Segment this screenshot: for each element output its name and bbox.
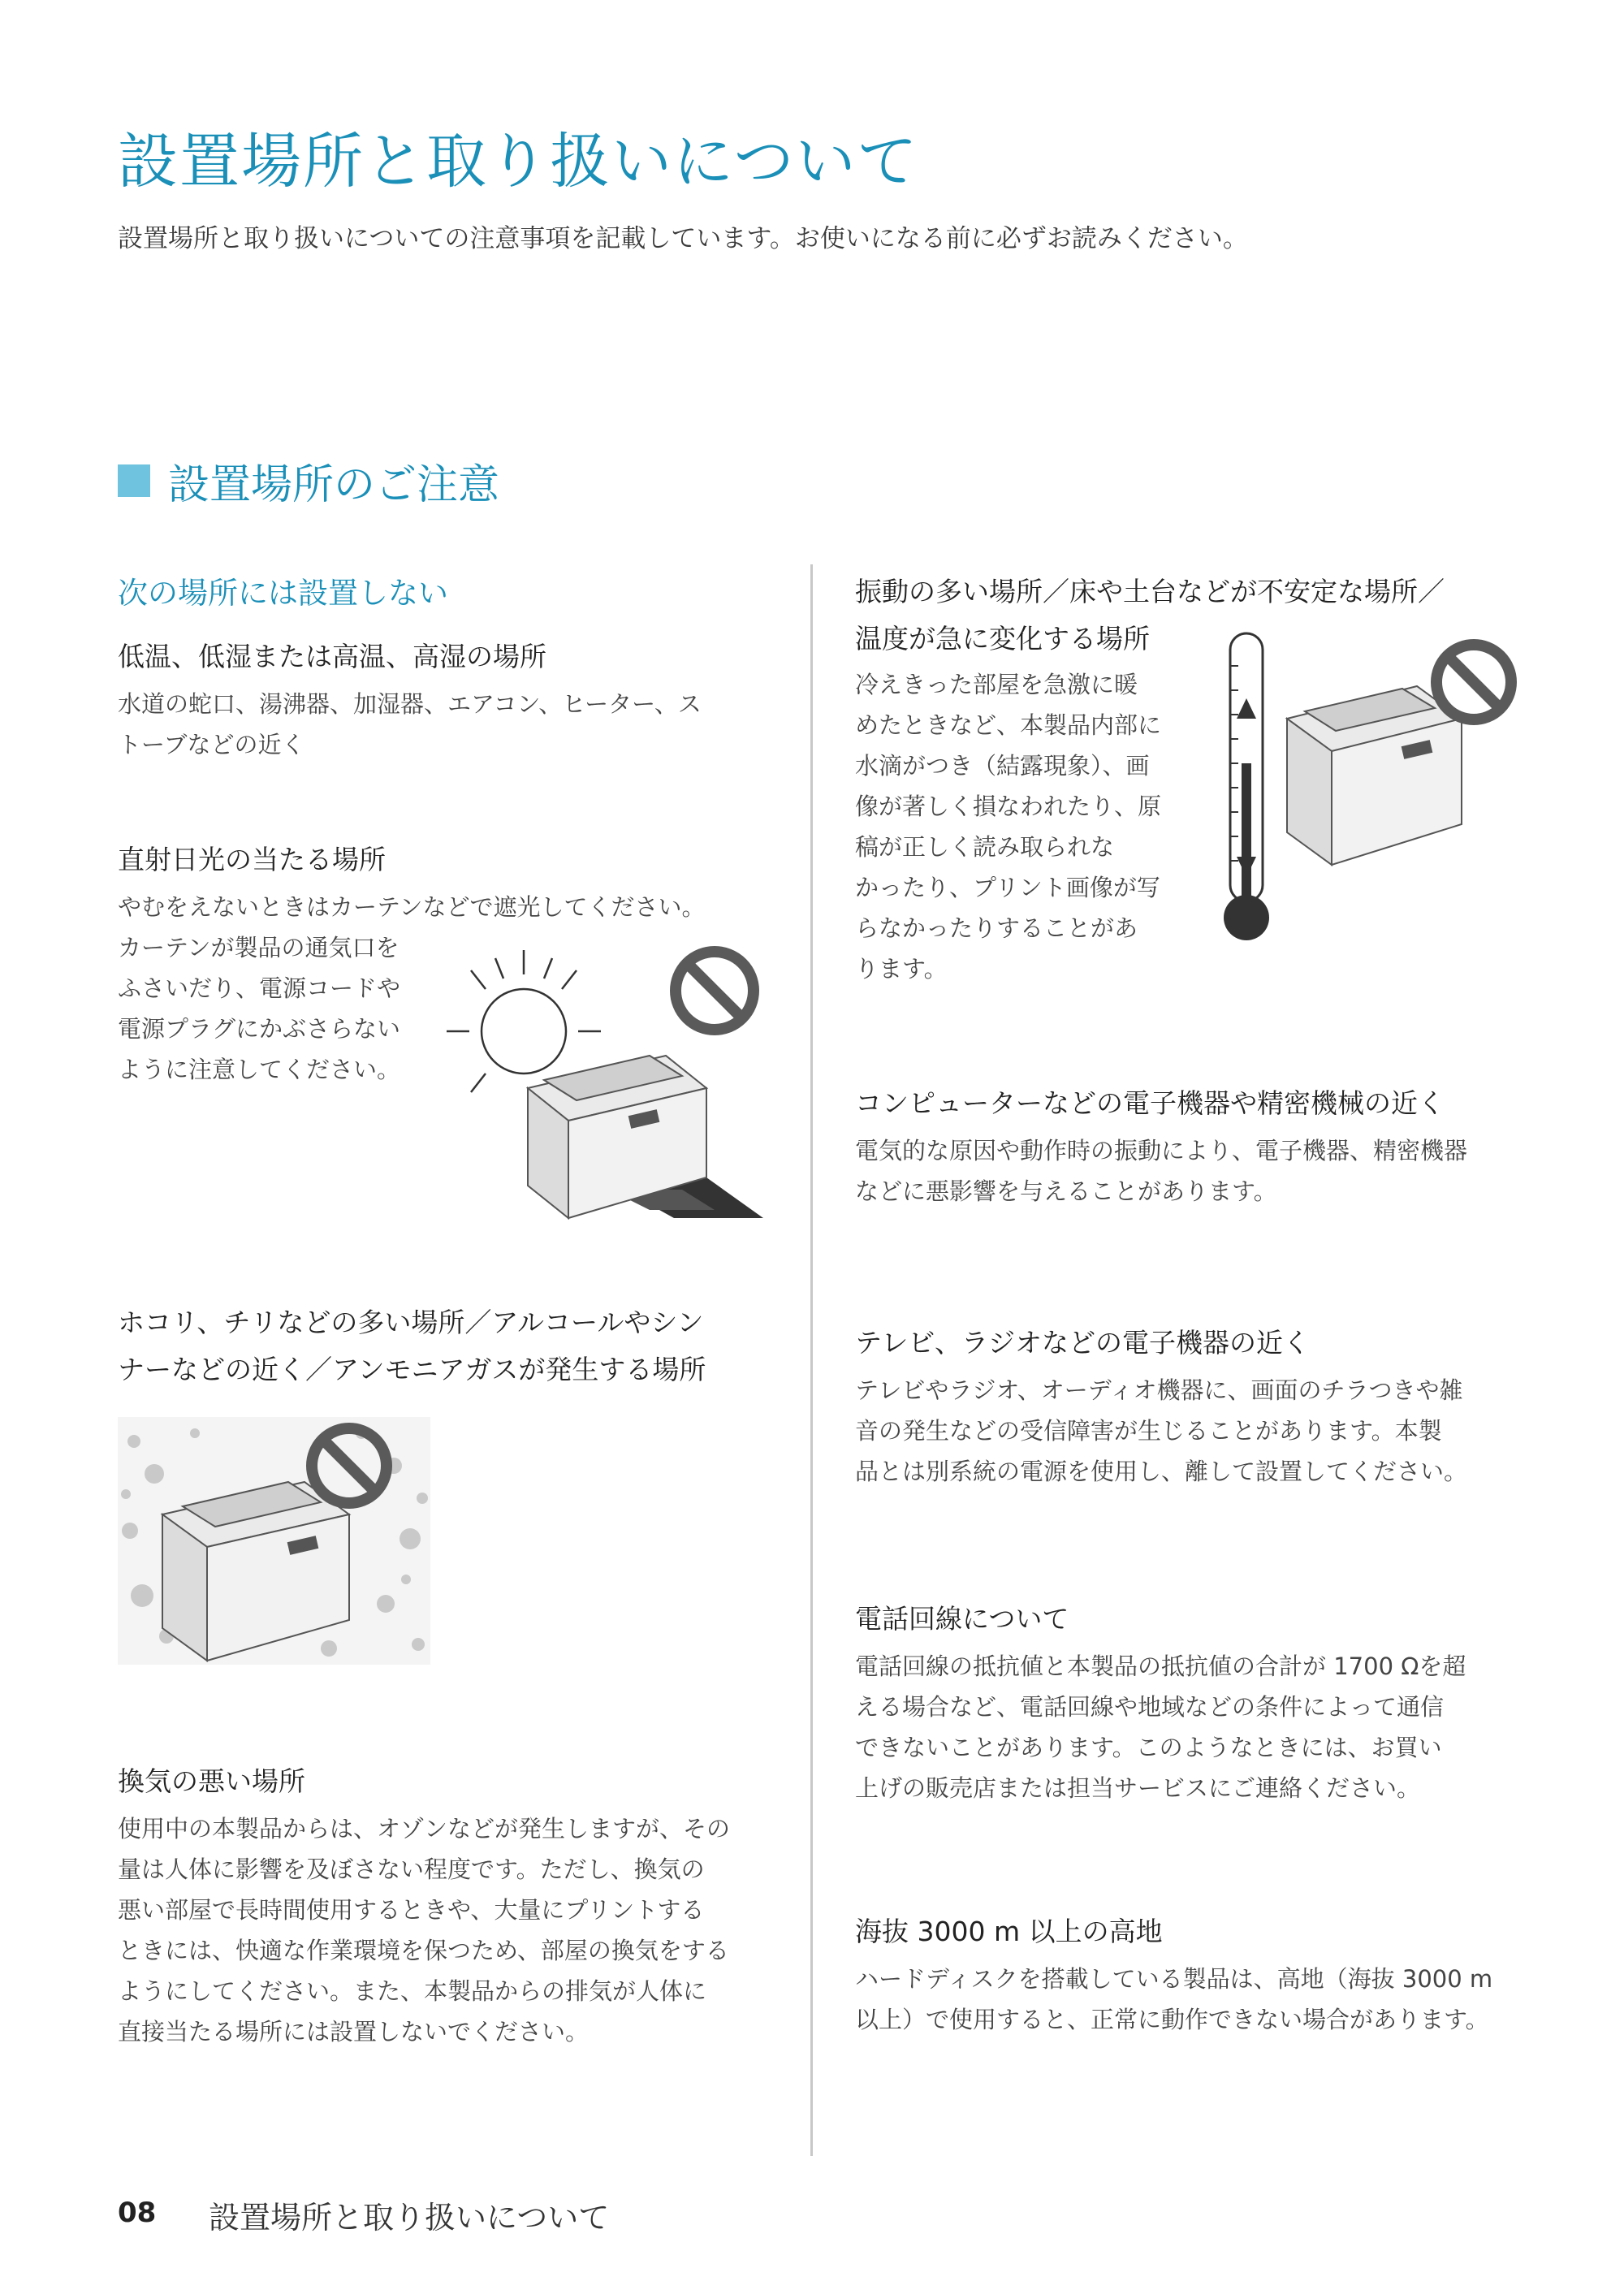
body-line: 稿が正しく読み取られな: [855, 833, 1115, 861]
item-title-phone-line: 電話回線について: [855, 1603, 1069, 1635]
body-line: できないことがあります。このようなときには、お買い: [855, 1734, 1442, 1761]
title-line: ホコリ、チリなどの多い場所／アルコールやシン: [118, 1307, 704, 1338]
body-line: めたときなど、本製品内部に: [855, 711, 1162, 739]
thermometer-illustration: [1214, 633, 1522, 950]
sunlight-illustration: [438, 934, 780, 1242]
body-line: 品とは別系統の電源を使用し、離して設置してください。: [855, 1458, 1468, 1485]
footer-title: 設置場所と取り扱いについて: [209, 2200, 610, 2236]
column-divider: [810, 564, 813, 2156]
body-line: 音の発生などの受信障害が生じることがあります。本製: [855, 1417, 1442, 1445]
printer-illustration: [528, 1056, 763, 1218]
item-body-low-temp: [118, 684, 702, 765]
subsection-heading: 次の場所には設置しない: [118, 576, 448, 611]
body-line: 以上）で使用すると、正常に動作できない場合があります。: [855, 2006, 1489, 2033]
body-line: カーテンが製品の通気口を: [118, 934, 400, 961]
item-body-vibration: [855, 664, 1161, 989]
section-heading: [118, 451, 499, 511]
item-title-altitude: 海抜 3000 m 以上の高地: [855, 1916, 1163, 1947]
body-line: テレビやラジオ、オーディオ機器に、画面のチラつきや雑: [855, 1376, 1463, 1404]
body-line: ときには、快適な作業環境を保つため、部屋の換気をする: [118, 1937, 729, 1964]
item-body-tv-radio: [855, 1370, 1467, 1492]
page-subtitle: 設置場所と取り扱いについての注意事項を記載しています。お使いになる前に必ずお読みください。: [118, 224, 1248, 253]
prohibition-icon: [1436, 645, 1511, 719]
item-title-electronics: コンピューターなどの電子機器や精密機械の近く: [855, 1087, 1445, 1119]
body-line: ハードディスクを搭載している製品は、高地（海抜 3000 m: [855, 1965, 1493, 1993]
body-line: ります。: [855, 955, 948, 983]
printer-illustration: [1287, 686, 1462, 865]
body-line: 電源プラグにかぶさらない: [118, 1015, 401, 1043]
title-line: 振動の多い場所／床や土台などが不安定な場所／: [855, 576, 1445, 607]
item-title-ventilation: 換気の悪い場所: [118, 1765, 305, 1797]
body-line: える場合など、電話回線や地域などの条件によって通信: [855, 1693, 1445, 1721]
body-line: 電気的な原因や動作時の振動により、電子機器、精密機器: [855, 1137, 1468, 1164]
item-body-altitude: [855, 1959, 1492, 2040]
item-title-tv-radio: テレビ、ラジオなどの電子機器の近く: [855, 1327, 1311, 1359]
page-number: 08: [118, 2197, 157, 2229]
body-line: 電話回線の抵抗値と本製品の抵抗値の合計が 1700 Ωを超: [855, 1652, 1466, 1680]
section-square-icon: [118, 464, 150, 497]
body-line: 悪い部屋で長時間使用するときや、大量にプリントする: [118, 1896, 705, 1924]
item-body-phone-line: [855, 1646, 1466, 1808]
body-line: かったり、プリント画像が写: [855, 874, 1160, 901]
body-line: 使用中の本製品からは、オゾンなどが発生しますが、その: [118, 1815, 731, 1843]
item-title-sunlight: 直射日光の当たる場所: [118, 844, 386, 875]
body-line: トーブなどの近く: [118, 731, 305, 758]
title-line: 温度が急に変化する場所: [855, 623, 1150, 655]
item-body-electronics: [855, 1130, 1467, 1212]
item-body-ventilation: [118, 1808, 730, 2052]
item-title-low-temp: 低温、低湿または高温、高湿の場所: [118, 641, 546, 672]
body-line: らなかったりすることがあ: [855, 914, 1138, 942]
body-line: やむをえないときはカーテンなどで遮光してください。: [118, 893, 706, 921]
sun-icon: [447, 950, 601, 1092]
body-line: ようにしてください。また、本製品からの排気が人体に: [118, 1977, 707, 2005]
body-line: 冷えきった部屋を急激に暖: [855, 671, 1138, 698]
body-line: ふさいだり、電源コードや: [118, 974, 401, 1002]
section-heading-text: 設置場所のご注意: [168, 461, 500, 509]
body-line: などに悪影響を与えることがあります。: [855, 1177, 1277, 1205]
body-line: ように注意してください。: [118, 1056, 401, 1083]
dust-illustration: [118, 1417, 430, 1665]
body-line: 上げの販売店または担当サービスにご連絡ください。: [855, 1774, 1421, 1802]
body-line: 像が著しく損なわれたり、原: [855, 793, 1162, 820]
body-line: 水滴がつき（結露現象）、画: [855, 752, 1150, 780]
title-line: ナーなどの近く／アンモニアガスが発生する場所: [118, 1354, 706, 1385]
prohibition-icon: [676, 952, 754, 1030]
page-title: 設置場所と取り扱いについて: [118, 127, 919, 197]
item-title-dust: [118, 1299, 706, 1393]
body-line: 量は人体に影響を及ぼさない程度です。ただし、換気の: [118, 1856, 705, 1883]
thermometer-icon: [1224, 633, 1269, 940]
body-line: 直接当たる場所には設置しないでください。: [118, 2018, 590, 2046]
body-line: 水道の蛇口、湯沸器、加湿器、エアコン、ヒーター、ス: [118, 690, 702, 718]
